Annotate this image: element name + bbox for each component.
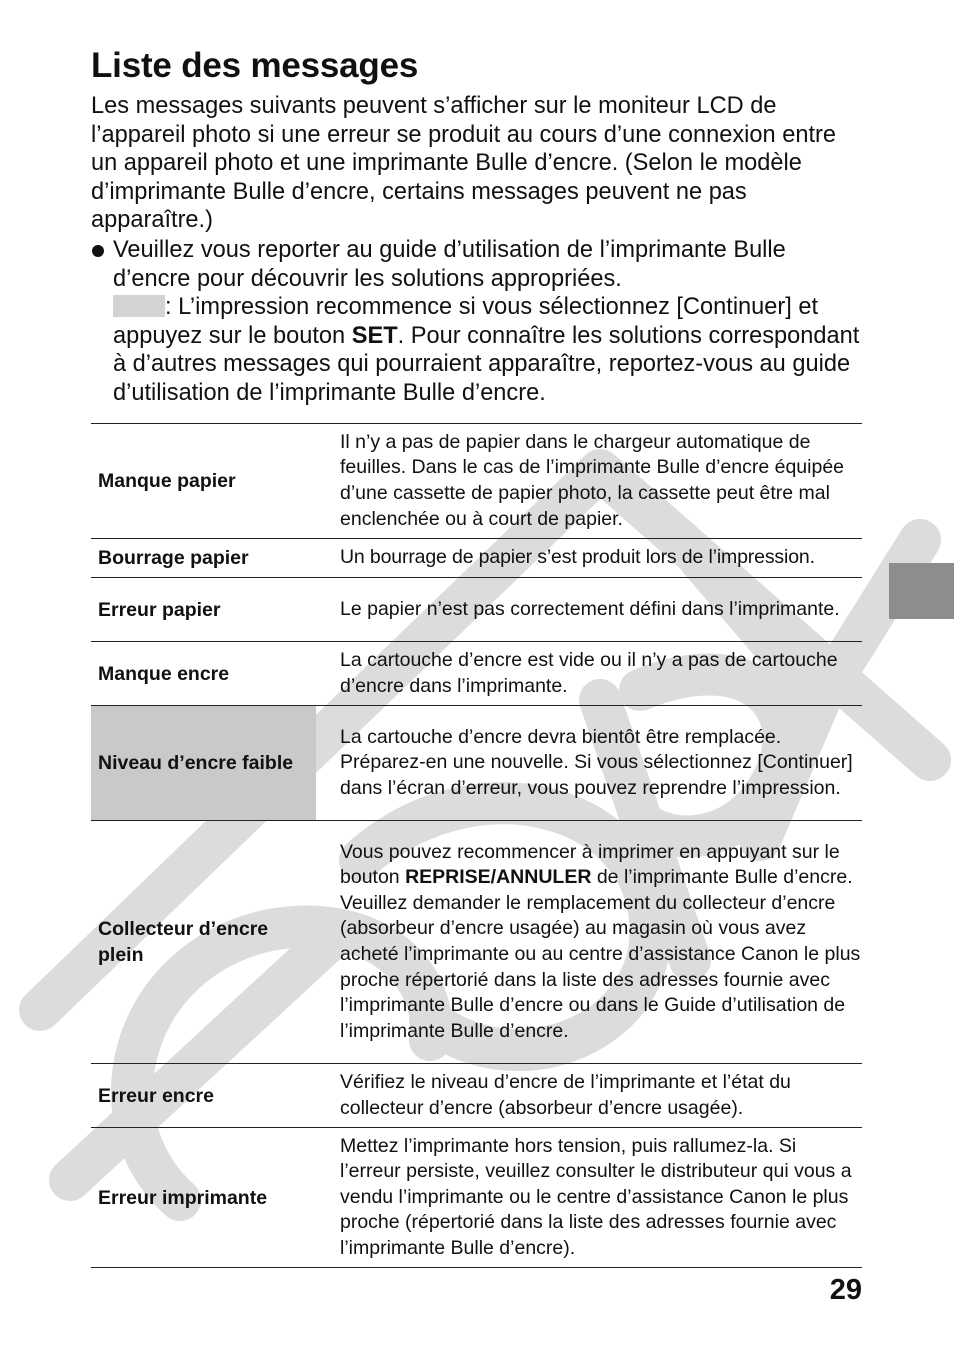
bullet-text-line2a: : L’impression recommence si vous sélectionnez [Continuer] et appuyez sur le bouton — [113, 294, 819, 349]
bullet-text-line1: Veuillez vous reporter au guide d’utilisation de l’imprimante Bulle d’encre pour découvrir les solutions appropriées. — [113, 236, 786, 292]
set-button-label: SET — [351, 322, 398, 349]
message-name: Manque papier — [91, 424, 316, 539]
message-description: La cartouche d’encre est vide ou il n’y a pas de cartouche d’encre dans l’imprimante. — [316, 642, 862, 706]
message-description: Un bourrage de papier s’est produit lors de l’impression. — [316, 539, 862, 578]
table-row — [91, 642, 862, 706]
message-description: Vérifiez le niveau d’encre de l’imprimante et l’état du collecteur d’encre (absorbeur d’encre usagée). — [316, 1064, 862, 1128]
message-name: Collecteur d’encre plein — [91, 821, 316, 1064]
table-row — [91, 821, 862, 1064]
highlight-swatch-icon — [113, 295, 165, 317]
table-row — [91, 1128, 862, 1268]
table-row — [91, 578, 862, 642]
page-number: 29 — [829, 1274, 862, 1306]
message-name: Niveau d’encre faible — [91, 706, 316, 821]
message-name: Manque encre — [91, 642, 316, 706]
message-name: Bourrage papier — [91, 539, 316, 578]
message-description: Le papier n’est pas correctement défini dans l’imprimante. — [316, 578, 862, 642]
bullet-text-line2b: . Pour connaître les solutions correspondant à d’autres messages qui pourraient apparaître, reportez-vous au guide d’utilisation de l’imprimante Bulle d’encre. — [113, 322, 860, 406]
page-content — [91, 44, 863, 408]
reprise-annuler-label: REPRISE/ANNULER — [405, 866, 592, 889]
bullet-note — [91, 236, 863, 408]
message-description: Il n’y a pas de papier dans le chargeur automatique de feuilles. Dans le cas de l’imprimante Bulle d’encre équipée d’une cassette de papier photo, la cassette peut être mal enclenchée ou à court de papier. — [316, 424, 862, 539]
bullet-icon — [92, 245, 104, 257]
message-name: Erreur encre — [91, 1064, 316, 1128]
message-description-part1: Vous pouvez recommencer à imprimer en appuyant sur le bouton — [340, 840, 840, 889]
intro-paragraph: Les messages suivants peuvent s’afficher sur le moniteur LCD de l’appareil photo si une erreur se produit au cours d’une connexion entre un appareil photo et une imprimante Bulle d’encre. (Selon le modèle d’imprimante Bulle d’encre, certains messages peuvent ne pas apparaître.) — [91, 93, 836, 234]
chapter-side-tab — [889, 563, 954, 619]
message-description: La cartouche d’encre devra bientôt être remplacée. Préparez-en une nouvelle. Si vous sélectionnez [Continuer] dans l’écran d’erreur, vous pouvez reprendre l’impression. — [316, 706, 862, 821]
message-name: Erreur imprimante — [98, 1186, 268, 1209]
table-row — [91, 539, 862, 578]
table-row — [91, 1064, 862, 1128]
table-row — [91, 706, 862, 821]
page-title: Liste des messages — [91, 46, 419, 85]
messages-table — [91, 423, 862, 1268]
message-description: Mettez l’imprimante hors tension, puis rallumez-la. Si l’erreur persiste, veuillez consulter le distributeur qui vous a vendu l’imprimante ou le centre d’assistance Canon le plus proche (répertorié dans la liste des adresses fournie avec l’imprimante Bulle d’encre). — [340, 1134, 852, 1259]
table-row — [91, 424, 862, 539]
message-description — [316, 821, 862, 1064]
message-name: Erreur papier — [91, 578, 316, 642]
message-description-part2: de l’imprimante Bulle d’encre. Veuillez demander le remplacement du collecteur d’encre (absorbeur d’encre usagée) au magasin où vous avez acheté l’imprimante ou au centre d’assistance Canon le plus proche répertorié dans la liste des adresses fournie avec l’imprimante Bulle d’encre ou dans le Guide d’utilisation de l’imprimante Bulle d’encre. — [340, 866, 861, 1042]
